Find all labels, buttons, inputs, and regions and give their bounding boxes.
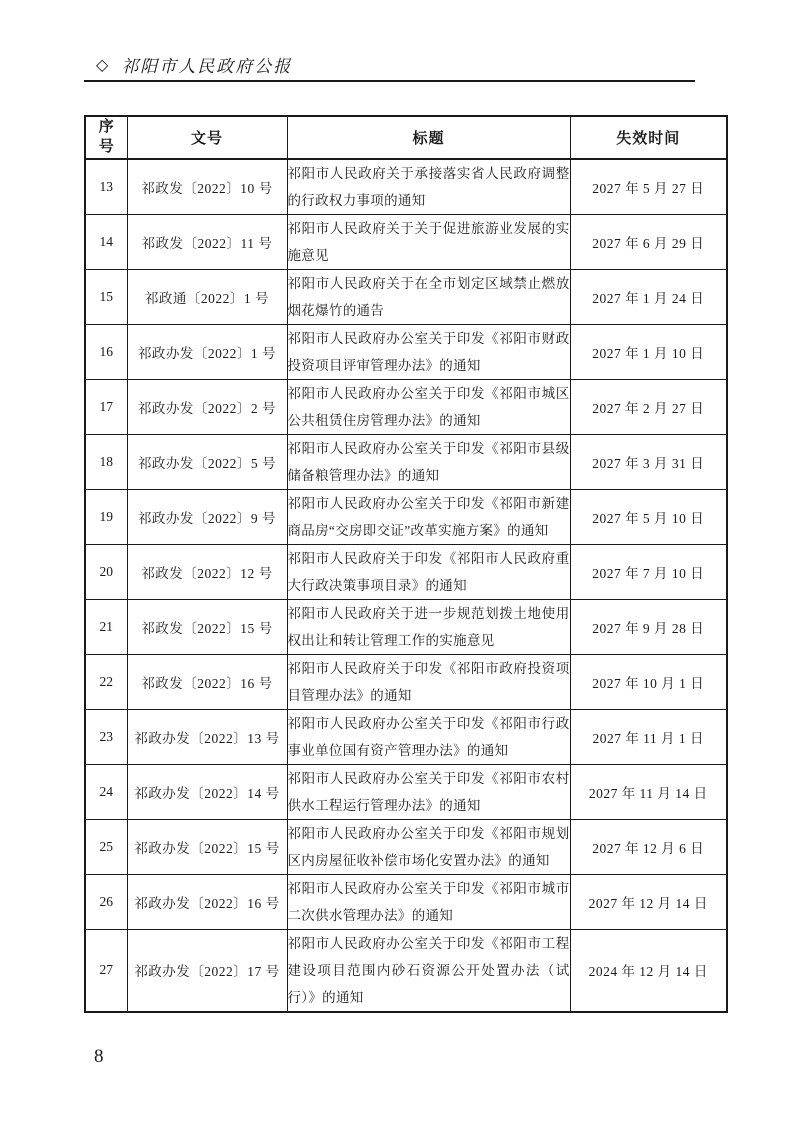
table-row [85, 269, 727, 324]
doc-number-cell: 祁政发〔2022〕15 号 [127, 599, 287, 654]
expiry-date-cell: 2027 年 11 月 14 日 [570, 764, 727, 819]
expiry-date-cell: 2027 年 9 月 28 日 [570, 599, 727, 654]
diamond-icon: ◇ [96, 56, 109, 74]
column-header-serial-label: 序号 [98, 118, 114, 156]
doc-number-cell: 祁政通〔2022〕1 号 [127, 269, 287, 324]
serial-number-cell: 15 [85, 269, 127, 324]
column-header-title: 标题 [287, 116, 570, 159]
column-header-expiry: 失效时间 [570, 116, 727, 159]
expiry-date-cell: 2024 年 12 月 14 日 [570, 929, 727, 1012]
table-body [85, 159, 727, 1012]
masthead-rule [84, 80, 695, 82]
table-header-row [85, 116, 727, 159]
doc-number-cell: 祁政办发〔2022〕15 号 [127, 819, 287, 874]
gazette-title: 祁阳市人民政府公报 [121, 57, 293, 76]
doc-title-cell: 祁阳市人民政府关于印发《祁阳市政府投资项目管理办法》的通知 [287, 654, 570, 709]
doc-number-cell: 祁政办发〔2022〕16 号 [127, 874, 287, 929]
serial-number-cell: 18 [85, 434, 127, 489]
table-row [85, 489, 727, 544]
serial-number-cell: 21 [85, 599, 127, 654]
doc-title-cell: 祁阳市人民政府关于印发《祁阳市人民政府重大行政决策事项目录》的通知 [287, 544, 570, 599]
masthead [96, 52, 292, 77]
expiry-date-cell: 2027 年 7 月 10 日 [570, 544, 727, 599]
doc-number-cell: 祁政办发〔2022〕14 号 [127, 764, 287, 819]
doc-title-cell: 祁阳市人民政府办公室关于印发《祁阳市城区公共租赁住房管理办法》的通知 [287, 379, 570, 434]
doc-number-cell: 祁政发〔2022〕16 号 [127, 654, 287, 709]
doc-title-cell: 祁阳市人民政府办公室关于印发《祁阳市工程建设项目范围内砂石资源公开处置办法（试行）》的通知 [287, 929, 570, 1012]
expiry-date-cell: 2027 年 10 月 1 日 [570, 654, 727, 709]
serial-number-cell: 22 [85, 654, 127, 709]
doc-title-cell: 祁阳市人民政府办公室关于印发《祁阳市县级储备粮管理办法》的通知 [287, 434, 570, 489]
expiry-date-cell: 2027 年 1 月 10 日 [570, 324, 727, 379]
expiry-date-cell: 2027 年 2 月 27 日 [570, 379, 727, 434]
page-number: 8 [94, 1046, 104, 1067]
table-row [85, 709, 727, 764]
doc-number-cell: 祁政办发〔2022〕17 号 [127, 929, 287, 1012]
table-row [85, 544, 727, 599]
doc-title-cell: 祁阳市人民政府关于在全市划定区域禁止燃放烟花爆竹的通告 [287, 269, 570, 324]
table-row [85, 599, 727, 654]
doc-title-cell: 祁阳市人民政府办公室关于印发《祁阳市新建商品房“交房即交证”改革实施方案》的通知 [287, 489, 570, 544]
table-row [85, 764, 727, 819]
serial-number-cell: 26 [85, 874, 127, 929]
doc-number-cell: 祁政发〔2022〕10 号 [127, 159, 287, 215]
column-header-serial [85, 116, 127, 159]
doc-number-cell: 祁政办发〔2022〕13 号 [127, 709, 287, 764]
doc-title-cell: 祁阳市人民政府关于进一步规范划拨土地使用权出让和转让管理工作的实施意见 [287, 599, 570, 654]
table-row [85, 324, 727, 379]
table-row [85, 434, 727, 489]
expiry-date-cell: 2027 年 1 月 24 日 [570, 269, 727, 324]
expiry-date-cell: 2027 年 11 月 1 日 [570, 709, 727, 764]
table-row [85, 214, 727, 269]
serial-number-cell: 13 [85, 159, 127, 215]
serial-number-cell: 23 [85, 709, 127, 764]
doc-title-cell: 祁阳市人民政府办公室关于印发《祁阳市财政投资项目评审管理办法》的通知 [287, 324, 570, 379]
doc-title-cell: 祁阳市人民政府办公室关于印发《祁阳市行政事业单位国有资产管理办法》的通知 [287, 709, 570, 764]
table-row [85, 379, 727, 434]
table-row [85, 929, 727, 1012]
doc-number-cell: 祁政发〔2022〕11 号 [127, 214, 287, 269]
serial-number-cell: 20 [85, 544, 127, 599]
serial-number-cell: 27 [85, 929, 127, 1012]
expiry-date-cell: 2027 年 12 月 14 日 [570, 874, 727, 929]
doc-title-cell: 祁阳市人民政府办公室关于印发《祁阳市城市二次供水管理办法》的通知 [287, 874, 570, 929]
expiry-date-cell: 2027 年 3 月 31 日 [570, 434, 727, 489]
expiry-date-cell: 2027 年 5 月 27 日 [570, 159, 727, 215]
table-row [85, 874, 727, 929]
doc-number-cell: 祁政办发〔2022〕2 号 [127, 379, 287, 434]
doc-title-cell: 祁阳市人民政府办公室关于印发《祁阳市规划区内房屋征收补偿市场化安置办法》的通知 [287, 819, 570, 874]
doc-number-cell: 祁政办发〔2022〕1 号 [127, 324, 287, 379]
serial-number-cell: 25 [85, 819, 127, 874]
table-row [85, 819, 727, 874]
expiry-date-cell: 2027 年 5 月 10 日 [570, 489, 727, 544]
expiry-date-cell: 2027 年 6 月 29 日 [570, 214, 727, 269]
doc-number-cell: 祁政办发〔2022〕5 号 [127, 434, 287, 489]
expiry-date-cell: 2027 年 12 月 6 日 [570, 819, 727, 874]
serial-number-cell: 14 [85, 214, 127, 269]
doc-number-cell: 祁政发〔2022〕12 号 [127, 544, 287, 599]
column-header-doc-number: 文号 [127, 116, 287, 159]
expired-documents-table [84, 115, 728, 1013]
doc-number-cell: 祁政办发〔2022〕9 号 [127, 489, 287, 544]
doc-title-cell: 祁阳市人民政府关于关于促进旅游业发展的实施意见 [287, 214, 570, 269]
doc-title-cell: 祁阳市人民政府关于承接落实省人民政府调整的行政权力事项的通知 [287, 159, 570, 215]
table-row [85, 654, 727, 709]
serial-number-cell: 17 [85, 379, 127, 434]
table-row [85, 159, 727, 215]
serial-number-cell: 24 [85, 764, 127, 819]
doc-title-cell: 祁阳市人民政府办公室关于印发《祁阳市农村供水工程运行管理办法》的通知 [287, 764, 570, 819]
serial-number-cell: 19 [85, 489, 127, 544]
serial-number-cell: 16 [85, 324, 127, 379]
